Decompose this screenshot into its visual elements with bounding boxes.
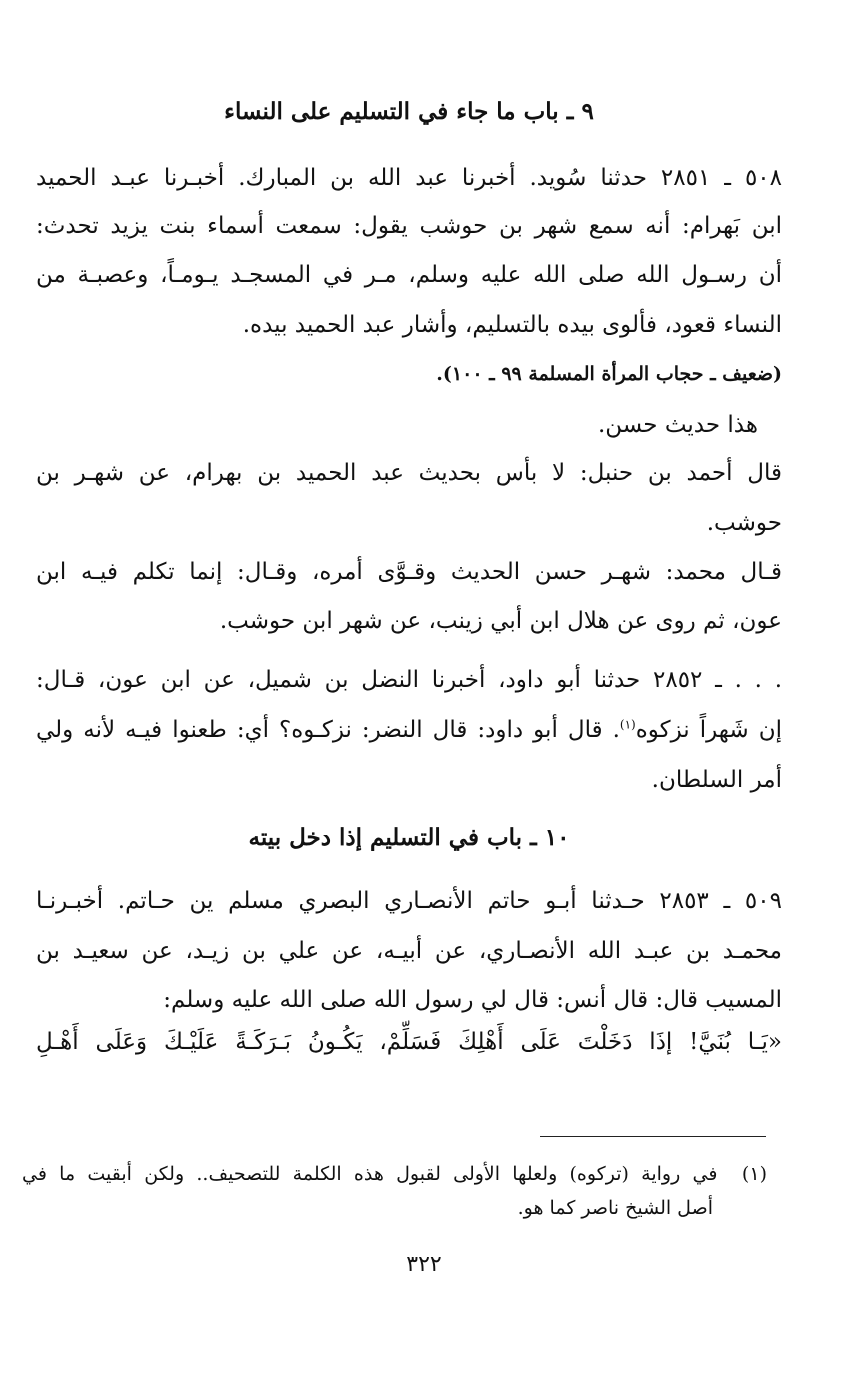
footnote-line-2 xyxy=(22,1192,767,1224)
hadith-2852-line-3: أمر السلطان. xyxy=(651,767,782,793)
footnote-text-1: في رواية (تركوه) ولعلها الأولى لقبول هذه الكلمة للتصحيف.. ولكن أبقيت ما في xyxy=(22,1163,718,1185)
hadith-2852-line-1: . . . ـ ٢٨٥٢ حدثنا أبو داود، أخبرنا النضل بن شميل، عن ابن عون، قـال: xyxy=(36,667,783,693)
hadith-2852-line-2 xyxy=(36,710,782,750)
footnote-line-1 xyxy=(22,1158,767,1190)
hadith-2851-grading: (ضعيف ـ حجاب المرأة المسلمة ٩٩ ـ ١٠٠). xyxy=(436,363,782,385)
hadith-2852-phrase: إن شَهراً نزكوه xyxy=(635,717,782,743)
hadith-2853-line-2: محمـد بن عبـد الله الأنصـاري، عن أبيـه، عن علي بن زيـد، عن سعيـد بن xyxy=(36,938,782,964)
hadith-2851-line-4: النساء قعود، فألوى بيده بالتسليم، وأشار عبد الحميد بيده. xyxy=(242,312,782,338)
hadith-2851-line-3: أن رسـول الله صلى الله عليه وسلم، مـر في المسجـد يـومـاً، وعصبـة من xyxy=(36,262,782,288)
hadith-2853-line-1: ٥٠٩ ـ ٢٨٥٣ حـدثنا أبـو حاتم الأنصـاري البصري مسلم ين حـاتم. أخبـرنـا xyxy=(36,888,782,914)
footnote-text-2: أصل الشيخ ناصر كما هو. xyxy=(517,1197,713,1219)
section-9-heading: ٩ ـ باب ما جاء في التسليم على النساء xyxy=(224,98,594,125)
footnote-reference: (١) xyxy=(619,717,636,732)
page-number: ٣٢٢ xyxy=(406,1252,442,1277)
footnote-separator xyxy=(540,1136,766,1137)
hasan-text: هذا حديث حسن. xyxy=(597,412,758,438)
hadith-2853-line-3: المسيب قال: قال أنس: قال لي رسول الله صلى الله عليه وسلم: xyxy=(163,987,782,1013)
hadith-2852-rest: . قال أبو داود: قال النضر: نزكـوه؟ أي: طعنوا فيـه لأنه ولي xyxy=(36,717,620,743)
hadith-2851-line-2: ابن بَهرام: أنه سمع شهر بن حوشب يقول: سمعت أسماء بنت يزيد تحدث: xyxy=(36,213,782,239)
hadith-2851-line-1: ٥٠٨ ـ ٢٨٥١ حدثنا سُويد. أخبرنا عبد الله بن المبارك. أخبـرنا عبـد الحميد xyxy=(36,165,782,191)
section-10-heading: ١٠ ـ باب في التسليم إذا دخل بيته xyxy=(248,824,570,851)
footnote-marker: (١) xyxy=(741,1163,767,1185)
ahmad-comment-line-1: قال أحمد بن حنبل: لا بأس بحديث عبد الحميد بن بهرام، عن شهـر بن xyxy=(36,460,782,486)
muhammad-comment-line-2: عون، ثم روى عن هلال ابن أبي زينب، عن شهر ابن حوشب. xyxy=(219,608,782,634)
muhammad-comment-line-1: قـال محمد: شهـر حسن الحديث وقـوَّى أمره، وقـال: إنما تكلم فيـه ابن xyxy=(36,559,782,585)
hadith-2853-line-4: «يَـا بُنَيَّ! إذَا دَخَلْتَ عَلَى أَهْلِكَ فَسَلِّمْ، يَكُـونُ بَـرَكَـةً عَلَيْـكَ وَعَلَى أَهْـلِ xyxy=(36,1029,782,1055)
hasan-note xyxy=(36,405,782,445)
ahmad-comment-line-2: حوشب. xyxy=(706,510,782,536)
